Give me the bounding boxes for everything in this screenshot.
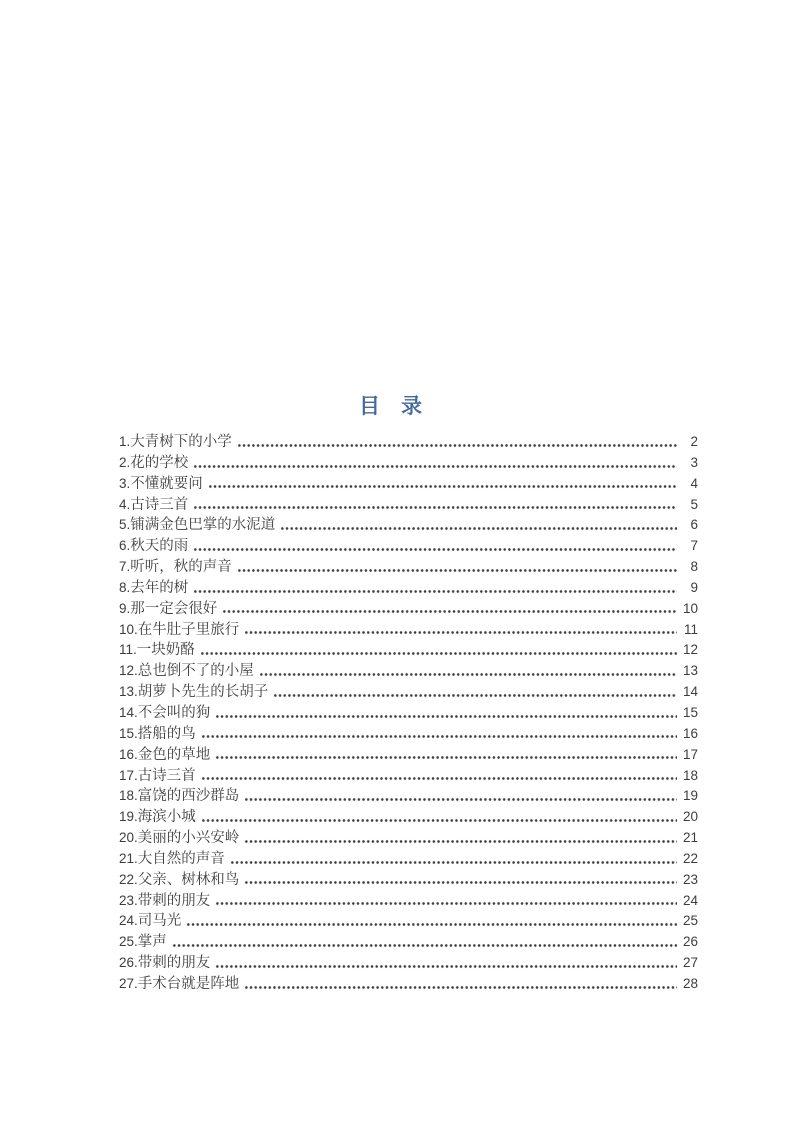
- toc-entry[interactable]: [119, 951, 698, 972]
- toc-leader-dots: [243, 972, 677, 993]
- toc-entry-number: 7.: [119, 559, 131, 575]
- toc-leader-dots: [192, 534, 677, 555]
- toc-entry[interactable]: [119, 972, 698, 993]
- toc-entry-label: 那一定会很好: [130, 600, 218, 617]
- toc-entry-number: 16.: [119, 746, 138, 762]
- toc-leader-dots: [199, 638, 677, 659]
- toc-entry-page: 11: [683, 621, 698, 637]
- toc-leader-dots: [243, 868, 677, 889]
- toc-entry[interactable]: [119, 638, 698, 659]
- toc-entry-label: 胡萝卜先生的长胡子: [137, 684, 269, 701]
- toc-entry-number: 22.: [119, 871, 138, 887]
- toc-entry-page: 17: [682, 746, 698, 762]
- toc-entry-page: 3: [690, 454, 698, 470]
- toc-entry-label: 海滨小城: [137, 809, 196, 826]
- toc-entry-number: 13.: [119, 684, 138, 700]
- toc-entry-label: 在牛肚子里旅行: [137, 621, 240, 638]
- toc-leader-dots: [192, 451, 677, 472]
- toc-entry-page: 18: [682, 767, 698, 783]
- toc-entry-page: 20: [682, 809, 698, 825]
- toc-leader-dots: [236, 555, 677, 576]
- toc-entry[interactable]: [119, 659, 698, 680]
- toc-entry[interactable]: [119, 805, 698, 826]
- toc-entry-page: 8: [690, 559, 698, 575]
- toc-entry-label: 一块奶酪: [136, 642, 195, 659]
- toc-list: [119, 430, 698, 993]
- toc-entry-number: 18.: [119, 788, 138, 804]
- toc-entry[interactable]: [119, 743, 698, 764]
- toc-entry[interactable]: [119, 784, 698, 805]
- toc-entry-label: 金色的草地: [137, 746, 211, 763]
- toc-entry-label: 听听，秋的声音: [130, 559, 232, 576]
- toc-entry[interactable]: [119, 701, 698, 722]
- toc-entry-page: 19: [682, 788, 698, 804]
- toc-entry-page: 12: [682, 642, 698, 658]
- toc-leader-dots: [214, 951, 677, 972]
- toc-entry-page: 23: [682, 871, 698, 887]
- toc-entry-label: 搭船的鸟: [137, 725, 196, 742]
- toc-entry-number: 8.: [119, 579, 131, 595]
- toc-entry-label: 大青树下的小学: [130, 434, 232, 450]
- toc-entry[interactable]: [119, 472, 698, 493]
- toc-entry[interactable]: [119, 430, 698, 451]
- toc-entry-page: 7: [690, 538, 698, 554]
- toc-entry-label: 司马光: [137, 913, 182, 930]
- toc-entry[interactable]: [119, 534, 698, 555]
- toc-entry-number: 2.: [119, 454, 131, 470]
- toc-leader-dots: [236, 430, 677, 451]
- toc-entry-number: 5.: [119, 517, 131, 533]
- toc-leader-dots: [200, 764, 677, 785]
- toc-leader-dots: [207, 472, 677, 493]
- toc-entry-number: 26.: [119, 955, 138, 971]
- toc-leader-dots: [258, 659, 677, 680]
- toc-entry-label: 古诗三首: [137, 767, 196, 784]
- toc-leader-dots: [171, 930, 677, 951]
- toc-entry-page: 27: [682, 955, 698, 971]
- toc-entry-label: 大自然的声音: [137, 850, 225, 867]
- toc-entry-page: 5: [690, 496, 698, 512]
- toc-leader-dots: [279, 513, 677, 534]
- toc-entry[interactable]: [119, 576, 698, 597]
- toc-entry-number: 12.: [119, 663, 138, 679]
- toc-entry[interactable]: [119, 826, 698, 847]
- toc-entry-number: 1.: [119, 434, 131, 449]
- toc-entry-page: 26: [682, 934, 698, 950]
- toc-entry-number: 19.: [119, 809, 138, 825]
- toc-section: [119, 393, 698, 993]
- toc-entry[interactable]: [119, 618, 698, 639]
- toc-leader-dots: [214, 701, 677, 722]
- toc-entry-number: 21.: [119, 850, 138, 866]
- toc-entry[interactable]: [119, 513, 698, 534]
- toc-entry-number: 11.: [119, 642, 137, 658]
- toc-entry-page: 6: [690, 517, 698, 533]
- toc-entry[interactable]: [119, 847, 698, 868]
- toc-leader-dots: [272, 680, 677, 701]
- toc-leader-dots: [243, 826, 677, 847]
- toc-entry-number: 25.: [119, 934, 138, 950]
- toc-entry-label: 总也倒不了的小屋: [137, 663, 254, 680]
- toc-entry-number: 9.: [119, 600, 131, 616]
- toc-entry-page: 21: [682, 830, 698, 846]
- toc-entry-label: 去年的树: [130, 579, 189, 596]
- toc-leader-dots: [200, 722, 677, 743]
- toc-entry[interactable]: [119, 764, 698, 785]
- toc-entry-number: 23.: [119, 892, 138, 908]
- toc-entry-number: 10.: [119, 621, 138, 637]
- toc-entry-label: 富饶的西沙群岛: [137, 788, 240, 805]
- toc-leader-dots: [229, 847, 677, 868]
- toc-entry-page: 4: [690, 475, 698, 491]
- toc-entry[interactable]: [119, 868, 698, 889]
- toc-entry-label: 带刺的朋友: [137, 892, 211, 909]
- toc-entry-label: 不会叫的狗: [137, 704, 211, 721]
- toc-entry-label: 古诗三首: [130, 496, 189, 513]
- toc-entry-number: 27.: [119, 975, 138, 991]
- toc-entry-number: 20.: [119, 830, 138, 846]
- toc-entry-label: 不懂就要问: [130, 475, 203, 492]
- toc-leader-dots: [192, 493, 677, 514]
- toc-entry-number: 17.: [119, 767, 138, 783]
- toc-leader-dots: [221, 597, 677, 618]
- toc-entry[interactable]: [119, 889, 698, 910]
- toc-entry[interactable]: [119, 493, 698, 514]
- toc-leader-dots: [200, 805, 677, 826]
- toc-entry-page: 9: [690, 579, 698, 595]
- toc-entry-number: 24.: [119, 913, 138, 929]
- toc-entry-label: 秋天的雨: [130, 538, 189, 555]
- toc-entry-page: 16: [682, 725, 698, 741]
- toc-leader-dots: [243, 618, 677, 639]
- toc-entry-label: 手术台就是阵地: [137, 975, 240, 992]
- toc-entry-number: 3.: [119, 475, 131, 491]
- toc-entry-label: 带刺的朋友: [137, 955, 211, 972]
- toc-entry-number: 14.: [119, 704, 138, 720]
- toc-entry-page: 2: [690, 434, 698, 449]
- toc-leader-dots: [214, 743, 677, 764]
- toc-entry[interactable]: [119, 597, 698, 618]
- toc-leader-dots: [192, 576, 677, 597]
- toc-entry-label: 父亲、树林和鸟: [137, 871, 240, 888]
- toc-entry-page: 15: [682, 704, 698, 720]
- toc-entry-page: 14: [682, 684, 698, 700]
- toc-entry[interactable]: [119, 909, 698, 930]
- toc-leader-dots: [185, 909, 677, 930]
- toc-entry-page: 25: [682, 913, 698, 929]
- toc-entry-page: 28: [682, 975, 698, 991]
- toc-entry-label: 掌声: [137, 934, 167, 951]
- toc-entry[interactable]: [119, 680, 698, 701]
- toc-entry[interactable]: [119, 451, 698, 472]
- toc-title: 目 录: [359, 394, 422, 418]
- toc-entry-label: 铺满金色巴掌的水泥道: [130, 517, 276, 534]
- toc-entry-page: 22: [682, 850, 698, 866]
- toc-entry-label: 美丽的小兴安岭: [137, 830, 240, 847]
- toc-entry-number: 6.: [119, 538, 131, 554]
- toc-entry-number: 4.: [119, 496, 131, 512]
- toc-entry-label: 花的学校: [130, 454, 189, 471]
- toc-entry[interactable]: [119, 930, 698, 951]
- toc-leader-dots: [243, 784, 677, 805]
- toc-entry-page: 13: [682, 663, 698, 679]
- toc-entry-page: 10: [682, 600, 698, 616]
- toc-entry[interactable]: [119, 555, 698, 576]
- toc-leader-dots: [214, 889, 677, 910]
- toc-entry-page: 24: [682, 892, 698, 908]
- toc-entry[interactable]: [119, 722, 698, 743]
- toc-entry-number: 15.: [119, 725, 138, 741]
